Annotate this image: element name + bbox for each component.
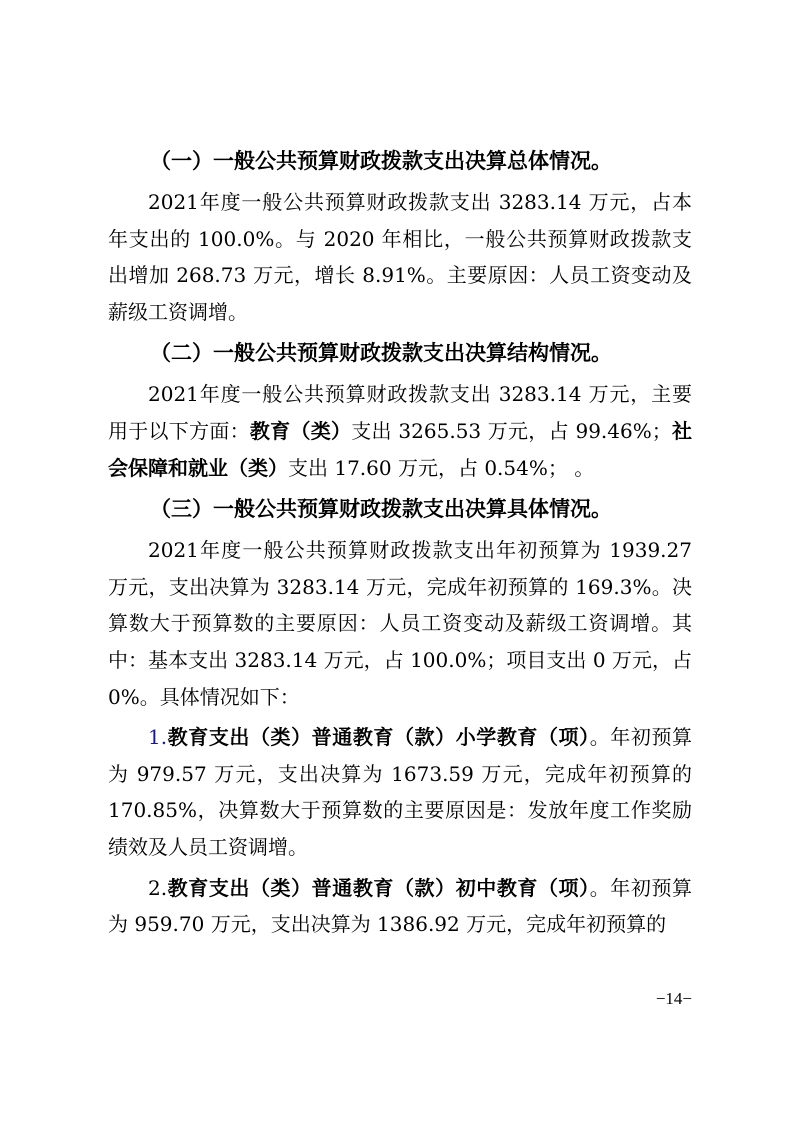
structure-category-social-security: 社会保障和就业（类） xyxy=(108,418,693,480)
detail-item-number: 2. xyxy=(148,875,168,900)
detail-item-number: 1. xyxy=(148,725,168,750)
detail-item-text: 。年初预算为 959.70 万元，支出决算为 1386.92 万元，完成年初预算的 xyxy=(108,875,693,937)
paragraph-overall: 2021年度一般公共预算财政拨款支出 3283.14 万元，占本年支出的 100.0%。与 2020 年相比，一般公共预算财政拨款支出增加 268.73 万元，增长 8.91%。主要原因：人员工资变动及薪级工资调增。 xyxy=(108,190,692,324)
structure-social-security-text: 支出 17.60 万元，占 0.54%； 。 xyxy=(288,455,595,480)
detail-item-title: 教育支出（类）普通教育（款）初中教育（项） xyxy=(167,875,590,900)
paragraph-details: 2021年度一般公共预算财政拨款支出年初预算为 1939.27 万元，支出决算为 3283.14 万元，完成年初预算的 169.3%。决算数大于预算数的主要原因：人员工资变动及薪级工资调增。其中：基本支出 3283.14 万元，占 100.0%；项目支出 0 万元，占 0%。具体情况如下： xyxy=(108,538,692,709)
detail-item-text: 。年初预算为 979.57 万元，支出决算为 1673.59 万元，完成年初预算的 170.85%，决算数大于预算数的主要原因是：发放年度工作奖励绩效及人员工资调增。 xyxy=(108,725,693,859)
page-content xyxy=(108,142,692,947)
section-heading-overall: （一）一般公共预算财政拨款支出决算总体情况。 xyxy=(150,148,612,173)
detail-item-title: 教育支出（类）普通教育（款）小学教育（项） xyxy=(167,725,590,750)
page-number: −14− xyxy=(655,989,692,1008)
structure-category-education: 教育（类） xyxy=(249,418,352,443)
paragraph-structure xyxy=(108,376,692,486)
section-heading-structure: （二）一般公共预算财政拨款支出决算结构情况。 xyxy=(150,340,612,366)
structure-intro: 2021年度一般公共预算财政拨款支出 3283.14 万元，主要用于以下方面： xyxy=(108,382,692,443)
detail-item-primary-education xyxy=(108,719,692,865)
structure-education-text: 支出 3265.53 万元，占 99.46%； xyxy=(351,418,672,443)
section-heading-details: （三）一般公共预算财政拨款支出决算具体情况。 xyxy=(150,496,612,522)
detail-item-junior-education xyxy=(108,870,692,943)
